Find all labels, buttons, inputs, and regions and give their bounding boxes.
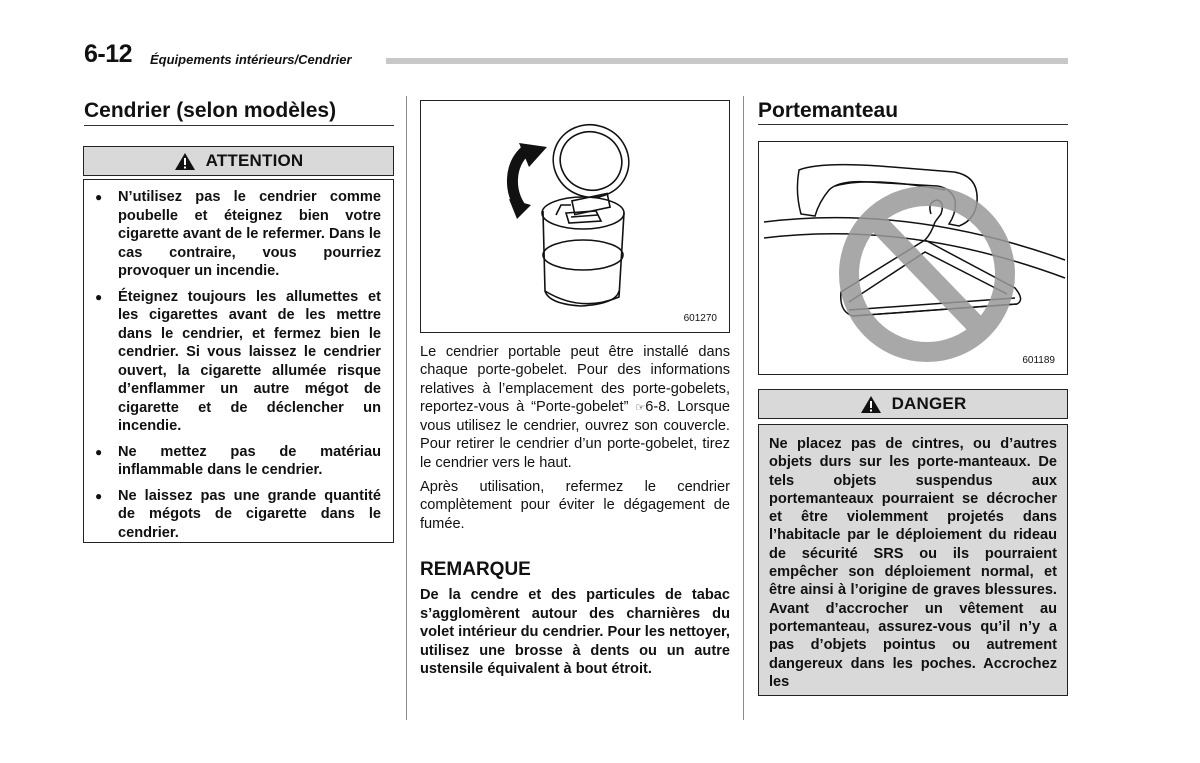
danger-header: [758, 389, 1068, 419]
warning-triangle-icon: [174, 152, 196, 171]
bullet-icon: ●: [95, 289, 103, 304]
coat-hook-heading: Portemanteau: [758, 99, 899, 122]
note-heading: REMARQUE: [420, 559, 531, 580]
column-divider-right: [743, 96, 744, 720]
page-number: 6-12: [84, 40, 133, 68]
caution-label: ATTENTION: [205, 151, 304, 170]
paragraph: Après utilisation, refermez le cendrier complètement pour éviter le dégagement de fumée.: [420, 479, 730, 532]
list-item: ● Ne mettez pas de matériau inflammable dans le cendrier.: [95, 443, 381, 478]
list-item: ● Éteignez toujours les allumettes et les cigarettes avant de les mettre dans le cendrier, et fermez bien le cendrier. Si vous laissez le cendrier ouvert, la cigarette allumée risque d’enflammer un autre mégot de cigarette et de déclencher un incendie.: [95, 288, 381, 434]
reference-icon: ☞: [635, 401, 646, 414]
warning-triangle-icon: [860, 395, 882, 414]
ashtray-heading-rule: [84, 125, 394, 126]
ashtray-description: [420, 343, 730, 539]
caution-box: [83, 179, 394, 543]
coat-hook-illustration: [759, 142, 1066, 373]
list-item: ● Ne laissez pas une grande quantité de mégots de cigarette dans le cendrier.: [95, 487, 381, 541]
header-rule: [386, 58, 1068, 64]
figure-id: 601189: [1022, 355, 1055, 366]
caution-list: [84, 188, 381, 542]
bullet-icon: ●: [95, 444, 103, 459]
ashtray-figure: [420, 100, 730, 333]
figure-id: 601270: [683, 313, 717, 324]
note-text: De la cendre et des particules de tabac s’agglomèrent autour des charnières du volet intérieur du cendrier. Pour les nettoyer, utilisez une brosse à dents ou un autre ustensile équivalent à bout étroit.: [420, 587, 730, 677]
coat-hook-figure: [758, 141, 1068, 375]
list-item: ● N’utilisez pas le cendrier comme poubelle et éteignez bien votre cigarette avant de le refermer. Dans le cas contraire, vous pourriez provoquer un incendie.: [95, 189, 381, 279]
paragraph: Le cendrier portable peut être installé dans chaque porte-gobelet. Pour des informations relatives à l’emplacement des porte-gobelets, reportez-vous à “Porte-gobelet” ☞6-8. Lorsque vous utilisez le cendrier, ouvrez son couvercle. Pour retirer le cendrier d’un porte-gobelet, tirez le cendrier vers le haut.: [420, 344, 730, 471]
ashtray-illustration: [421, 101, 728, 331]
section-title: Équipements intérieurs/Cendrier: [150, 52, 352, 67]
coat-hook-heading-rule: [758, 124, 1068, 125]
column-divider-left: [406, 96, 407, 720]
danger-text: Ne placez pas de cintres, ou d’autres objets durs sur les porte-manteaux. De tels objets suspendus aux portemanteaux pourraient se décrocher et être violemment projetés dans l’habitacle par le déploiement du rideau de sécurité SRS ou ils pourraient empêcher son déploiement normal, et être ainsi à l’origine de graves blessures. Avant d’accrocher un vêtement au portemanteau, assurez-vous qu’il n’y a pas d’objets pointus ou autrement dangereux dans les poches. Accrochez les: [769, 436, 1057, 690]
ashtray-heading: Cendrier (selon modèles): [84, 99, 337, 122]
danger-box: [758, 424, 1068, 696]
danger-label: DANGER: [891, 394, 967, 413]
caution-header: [83, 146, 394, 176]
bullet-icon: ●: [95, 488, 103, 503]
bullet-icon: ●: [95, 190, 103, 204]
note-body: [420, 586, 730, 679]
